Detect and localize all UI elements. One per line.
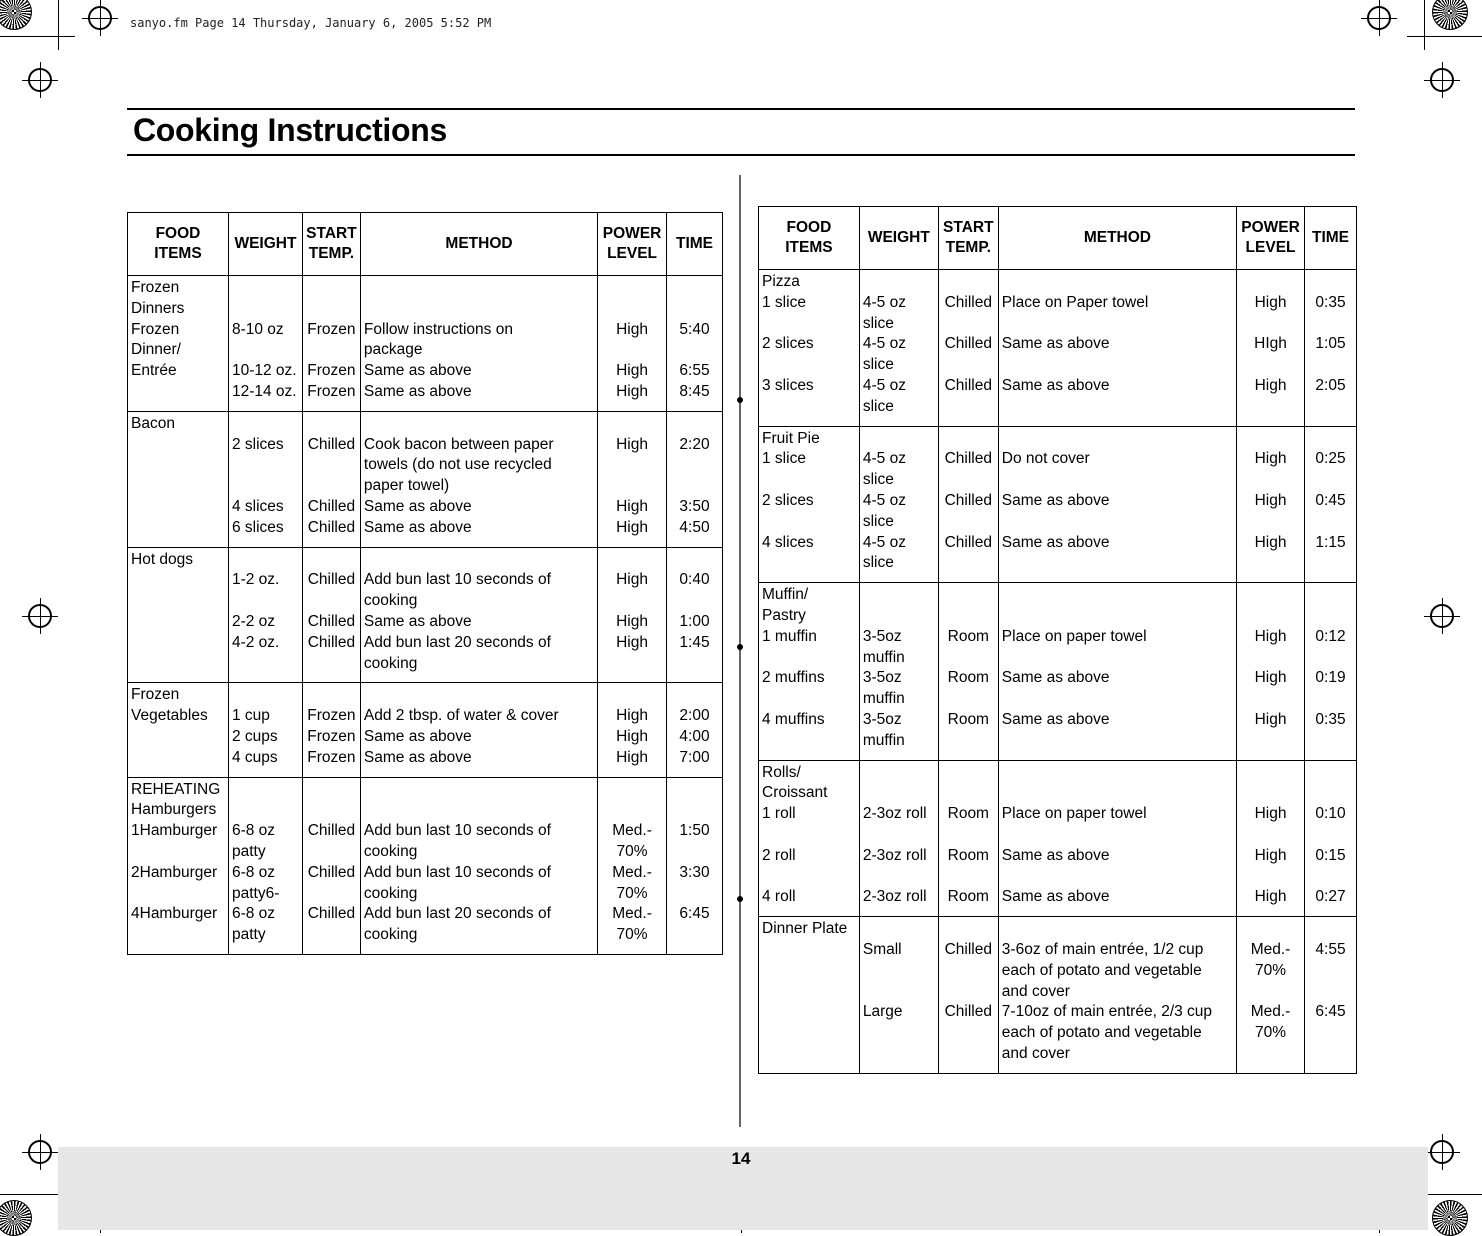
col-food-label: FOOD ITEMS	[785, 219, 833, 256]
cell-weight: 8-10 oz 10-12 oz. 12-14 oz.	[228, 276, 302, 412]
cell-power: High High High	[1237, 760, 1305, 917]
cell-method: Do not cover Same as above Same as above	[998, 426, 1236, 583]
col-method: METHOD	[998, 207, 1236, 270]
cell-power: High High High	[598, 276, 667, 412]
crop-mark	[1407, 36, 1482, 37]
col-method: METHOD	[360, 213, 597, 276]
table-row	[759, 917, 1357, 1074]
bullet-dot-icon	[737, 644, 743, 650]
col-time: TIME	[1305, 207, 1357, 270]
col-food-label: FOOD ITEMS	[154, 225, 202, 262]
page-number: 14	[731, 1149, 751, 1168]
cell-food: Frozen Dinners Frozen Dinner/ Entrée	[128, 276, 229, 412]
cell-power: Med.- 70% Med.- 70% Med.- 70%	[598, 777, 667, 954]
col-food-items	[128, 213, 229, 276]
cell-weight: 3-5oz muffin 3-5oz muffin 3-5oz muffin	[859, 583, 938, 760]
color-rosette-icon	[1432, 0, 1468, 30]
cell-time: 2:20 3:50 4:50	[667, 411, 723, 547]
cell-weight: 4-5 oz slice 4-5 oz slice 4-5 oz slice	[859, 426, 938, 583]
cell-method: Place on paper towel Same as above Same as above	[998, 760, 1236, 917]
cell-start-temp: Room Room Room	[938, 760, 998, 917]
cell-start-temp: Chilled Chilled Chilled	[302, 411, 360, 547]
color-rosette-icon	[0, 1200, 32, 1236]
col-start-label: START TEMP.	[306, 225, 357, 262]
cooking-table-right	[758, 206, 1357, 1074]
col-weight: WEIGHT	[859, 207, 938, 270]
cell-power: High High High	[598, 411, 667, 547]
cooking-table-left	[127, 212, 723, 955]
col-power-level	[598, 213, 667, 276]
file-info: sanyo.fm Page 14 Thursday, January 6, 2005 5:52 PM	[130, 16, 492, 30]
col-power-label: POWER LEVEL	[1241, 219, 1300, 256]
cell-weight: 1-2 oz. 2-2 oz 4-2 oz.	[228, 547, 302, 683]
cell-start-temp: Room Room Room	[938, 583, 998, 760]
title-rule	[127, 108, 1355, 110]
cell-power: High High High	[1237, 583, 1305, 760]
registration-mark-icon	[1367, 6, 1391, 30]
cell-method: 3-6oz of main entrée, 1/2 cup each of potato and vegetable and cover 7-10oz of main entrée, 2/3 cup each of potato and vegetable and cover	[998, 917, 1236, 1074]
cell-food: Rolls/ Croissant 1 roll 2 roll 4 roll	[759, 760, 860, 917]
title-rule	[127, 154, 1355, 156]
cell-time: 0:25 0:45 1:15	[1305, 426, 1357, 583]
bullet-dot-icon	[737, 397, 743, 403]
cell-power: High High High	[1237, 426, 1305, 583]
cell-method: Follow instructions on package Same as above Same as above	[360, 276, 597, 412]
cell-method: Add bun last 10 seconds of cooking Same as above Add bun last 20 seconds of cooking	[360, 547, 597, 683]
crop-mark	[0, 36, 75, 37]
cell-power: High HIgh High	[1237, 270, 1305, 427]
registration-mark-icon	[28, 604, 52, 628]
col-power-label: POWER LEVEL	[602, 225, 662, 262]
registration-mark-icon	[1430, 68, 1454, 92]
cell-method: Place on Paper towel Same as above Same as above	[998, 270, 1236, 427]
cell-power: Med.- 70% Med.- 70%	[1237, 917, 1305, 1074]
cell-start-temp: Frozen Frozen Frozen	[302, 683, 360, 777]
cell-time: 0:10 0:15 0:27	[1305, 760, 1357, 917]
cell-method: Place on paper towel Same as above Same as above	[998, 583, 1236, 760]
cell-method: Cook bacon between paper towels (do not use recycled paper towel) Same as above Same as above	[360, 411, 597, 547]
cell-time: 0:12 0:19 0:35	[1305, 583, 1357, 760]
cell-food: Frozen Vegetables	[128, 683, 229, 777]
cell-start-temp: Chilled Chilled Chilled	[938, 270, 998, 427]
color-rosette-icon	[1432, 1200, 1468, 1236]
table-header-row	[759, 207, 1357, 270]
col-time: TIME	[667, 213, 723, 276]
cell-weight: 2-3oz roll 2-3oz roll 2-3oz roll	[859, 760, 938, 917]
table-row	[128, 683, 723, 777]
cell-power: High High High	[598, 547, 667, 683]
table-row	[128, 777, 723, 954]
cell-start-temp: Chilled Chilled	[938, 917, 998, 1074]
registration-mark-icon	[88, 6, 112, 30]
color-rosette-icon	[0, 0, 32, 30]
cell-start-temp: Chilled Chilled Chilled	[938, 426, 998, 583]
table-row	[759, 583, 1357, 760]
col-start-temp	[302, 213, 360, 276]
crop-mark	[58, 0, 59, 50]
cell-food: REHEATING Hamburgers 1Hamburger 2Hamburger 4Hamburger	[128, 777, 229, 954]
col-weight: WEIGHT	[228, 213, 302, 276]
cell-time: 0:35 1:05 2:05	[1305, 270, 1357, 427]
cell-start-temp: Frozen Frozen Frozen	[302, 276, 360, 412]
cell-weight: 4-5 oz slice 4-5 oz slice 4-5 oz slice	[859, 270, 938, 427]
col-start-temp	[938, 207, 998, 270]
cell-food: Muffin/ Pastry 1 muffin 2 muffins 4 muffins	[759, 583, 860, 760]
cell-food: Bacon	[128, 411, 229, 547]
cell-start-temp: Chilled Chilled Chilled	[302, 547, 360, 683]
page-title: Cooking Instructions	[133, 112, 448, 148]
cell-power: High High High	[598, 683, 667, 777]
cell-food: Fruit Pie 1 slice 2 slices 4 slices	[759, 426, 860, 583]
cell-food: Hot dogs	[128, 547, 229, 683]
cell-food: Pizza 1 slice 2 slices 3 slices	[759, 270, 860, 427]
cell-time: 5:40 6:55 8:45	[667, 276, 723, 412]
cell-method: Add bun last 10 seconds of cooking Add bun last 10 seconds of cooking Add bun last 20 seconds of cooking	[360, 777, 597, 954]
table-row	[759, 760, 1357, 917]
cell-start-temp: Chilled Chilled Chilled	[302, 777, 360, 954]
crop-mark	[1424, 0, 1425, 50]
table-row	[128, 276, 723, 412]
cell-weight: 6-8 oz patty 6-8 oz patty6- 6-8 oz patty	[228, 777, 302, 954]
table-header-row	[128, 213, 723, 276]
registration-mark-icon	[28, 68, 52, 92]
cell-time: 1:50 3:30 6:45	[667, 777, 723, 954]
table-row	[759, 426, 1357, 583]
registration-mark-icon	[1430, 604, 1454, 628]
col-power-level	[1237, 207, 1305, 270]
cell-time: 0:40 1:00 1:45	[667, 547, 723, 683]
cell-method: Add 2 tbsp. of water & cover Same as above Same as above	[360, 683, 597, 777]
table-row	[128, 547, 723, 683]
cell-weight: 1 cup 2 cups 4 cups	[228, 683, 302, 777]
cell-weight: 2 slices 4 slices 6 slices	[228, 411, 302, 547]
col-start-label: START TEMP.	[943, 219, 994, 256]
table-row	[759, 270, 1357, 427]
table-row	[128, 411, 723, 547]
col-food-items	[759, 207, 860, 270]
column-divider	[739, 175, 741, 1127]
bullet-dot-icon	[737, 896, 743, 902]
cell-time: 4:55 6:45	[1305, 917, 1357, 1074]
cell-food: Dinner Plate	[759, 917, 860, 1074]
cell-time: 2:00 4:00 7:00	[667, 683, 723, 777]
cell-weight: Small Large	[859, 917, 938, 1074]
